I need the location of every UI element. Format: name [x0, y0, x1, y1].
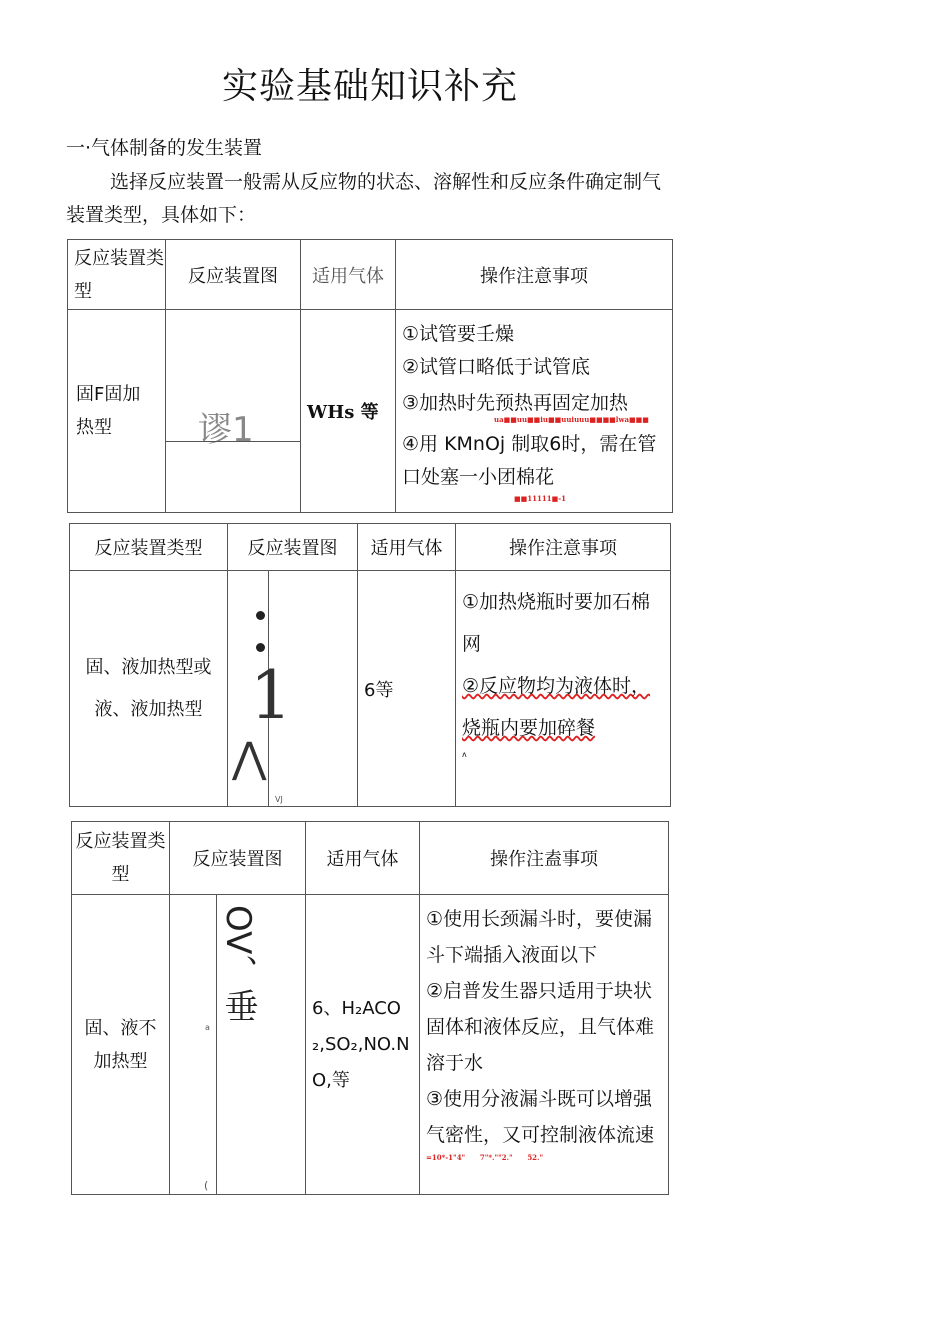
diagram-label: a	[205, 1023, 210, 1032]
table-solid-liquid-no-heating	[71, 821, 669, 1195]
header-diagram: 反应装置图	[188, 265, 278, 287]
section-heading: 一·气体制备的发生装置	[66, 137, 263, 159]
device-type: 固、液加热型或液、液加热型	[85, 656, 212, 720]
note-item: ③加热时先预热再固定加热	[402, 392, 629, 414]
header-cell	[170, 822, 306, 895]
gas-value: WHs 等	[307, 402, 379, 423]
diagram-cell	[166, 310, 301, 513]
header-cell	[68, 240, 166, 310]
type-cell	[70, 571, 228, 807]
header-gas: 适用气体	[312, 265, 384, 287]
note-item: ①试管要壬燥	[402, 323, 515, 345]
diagram-line	[216, 895, 217, 1194]
header-cell	[306, 822, 420, 895]
header-type: 反应装置类型	[94, 538, 203, 559]
annotation-red: ■■11111■-1	[514, 494, 566, 503]
header-cell	[228, 524, 358, 571]
type-cell	[68, 310, 166, 513]
annotation-red: =10*-1"4" 7"*.""2." 52."	[426, 1153, 544, 1162]
diagram-divider	[166, 441, 300, 442]
header-gas: 适用气体	[370, 538, 443, 559]
diagram-glyph: ⋀	[232, 733, 267, 782]
diagram-cell	[228, 571, 358, 807]
header-notes: 操作注意事项	[480, 265, 588, 287]
gas-value: 6等	[364, 679, 394, 701]
diagram-glyph: OV、垂	[218, 905, 258, 1023]
diagram-glyph: 1	[250, 657, 292, 734]
type-cell	[72, 895, 170, 1195]
gas-cell	[358, 571, 456, 807]
notes-cell	[420, 895, 669, 1195]
diagram-label: VJ	[275, 795, 283, 804]
header-gas: 适用气体	[326, 849, 399, 870]
diagram-cell	[170, 895, 306, 1195]
header-cell	[166, 240, 301, 310]
note-item: ①加热烧瓶时要加石棉网	[462, 591, 651, 655]
diagram-label: (	[204, 1179, 209, 1192]
notes-cell	[396, 310, 673, 513]
diagram-dot	[256, 643, 265, 652]
header-diagram: 反应装置图	[192, 849, 283, 870]
header-cell	[396, 240, 673, 310]
header-cell	[456, 524, 671, 571]
header-cell	[301, 240, 396, 310]
table-solid-solid-heating	[67, 239, 673, 513]
gas-value: 6、H₂ACO₂,SO₂,NO.NO,等	[312, 997, 410, 1091]
header-cell	[72, 822, 170, 895]
header-cell	[420, 822, 669, 895]
header-cell	[358, 524, 456, 571]
page-title: 实验基础知识补充	[222, 66, 519, 107]
gas-cell	[301, 310, 396, 513]
note-item: ④用 KMnOj 制取6时，需在管口处塞一小团棉花	[402, 433, 657, 488]
header-type: 反应装置类型	[74, 247, 164, 302]
annotation-red: ua■■uu■■iu■■uuiuuu■■■■lwa■■■	[494, 415, 649, 424]
header-type: 反应装置类型	[75, 831, 166, 885]
note-item: ③使用分液漏斗既可以增强气密性，又可控制液体流速	[426, 1088, 655, 1146]
diagram-glyph: 谬1	[198, 410, 254, 450]
intro-paragraph: 选择反应装置一般需从反应物的状态、溶解性和反应条件确定制气装置类型，具体如下：	[66, 171, 662, 226]
header-notes: 操作注意事项	[509, 538, 617, 559]
annotation: ʌ	[462, 750, 467, 759]
header-diagram: 反应装置图	[247, 538, 338, 559]
gas-cell	[306, 895, 420, 1195]
note-item: ②反应物均为液体时，烧瓶内要加碎餐	[462, 675, 651, 739]
header-notes: 操作注盍事项	[490, 849, 598, 870]
note-item: ②启普发生器只适用于块状固体和液体反应，且气体难溶于水	[426, 980, 655, 1074]
note-item: ②试管口略低于试管底	[402, 356, 591, 378]
header-cell	[70, 524, 228, 571]
table-solid-liquid-heating	[69, 523, 671, 807]
diagram-dot	[256, 611, 265, 620]
notes-cell	[456, 571, 671, 807]
device-type: 固、液不加热型	[84, 1017, 157, 1072]
device-type: 固F固加热型	[76, 384, 141, 438]
note-item: ①使用长颈漏斗时，要使漏斗下端插入液面以下	[426, 908, 653, 966]
